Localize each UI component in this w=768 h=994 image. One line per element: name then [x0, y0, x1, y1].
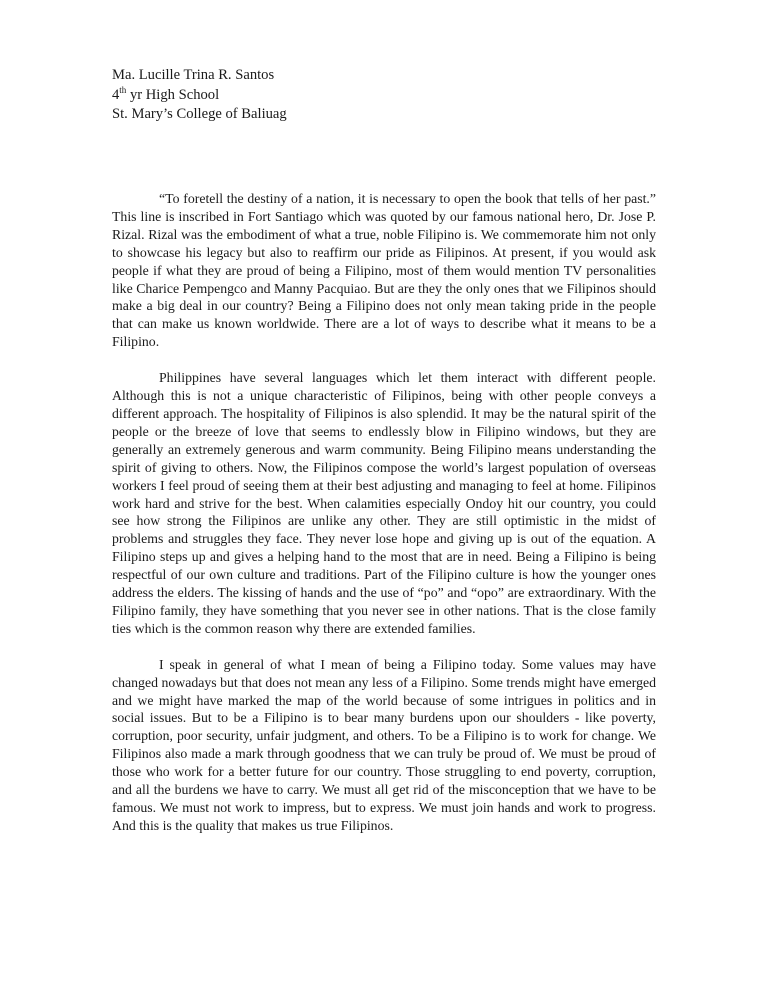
grade-rest: yr High School [126, 86, 220, 103]
essay-body [112, 190, 656, 853]
grade-suffix: th [119, 84, 127, 95]
author-school: St. Mary’s College of Baliuag [112, 106, 287, 122]
author-grade [112, 86, 287, 106]
essay-paragraph-2: Philippines have several languages which let them interact with different people. Although this is not a unique characteristic of Filipinos, being with other people conveys a different approach. The hospitality of Filipinos is also splendid. It may be the natural spirit of the people or the breeze of love that seems to endlessly blow in Filipino windows, but they are generally an extremely generous and warm community. Being Filipino means understanding the spirit of giving to others. Now, the Filipinos compose the world’s largest population of overseas workers I feel proud of seeing them at their best adjusting and managing to feel at home. Filipinos work hard and strive for the best. When calamities especially Ondoy hit our country, you could see how strong the Filipinos are unlike any other. They are still optimistic in the midst of problems and struggles they face. They never lose hope and giving up is out of the equation. A Filipino steps up and gives a helping hand to the most that are in need. Being a Filipino is being respectful of our own culture and traditions. Part of the Filipino culture is how the younger ones address the elders. The kissing of hands and the use of “po” and “opo” are extraordinary. With the Filipino family, they have something that you never see in other nations. That is the close family ties which is the common reason why there are extended families. [112, 370, 656, 636]
author-header [112, 66, 287, 125]
essay-paragraph-1: “To foretell the destiny of a nation, it is necessary to open the book that tells of her past.” This line is inscribed in Fort Santiago which was quoted by our famous national hero, Dr. Jose P. Rizal. Rizal was the embodiment of what a true, noble Filipino is. We commemorate him not only to showcase his legacy but also to reaffirm our pride as Filipinos. At present, if you would ask people if what they are proud of being a Filipino, most of them would mention TV personalities like Charice Pempengco and Manny Pacquiao. But are they the only ones that we Filipinos should make a big deal in our country? Being a Filipino does not only mean taking pride in the people that can make us known worldwide. There are a lot of ways to describe what it means to be a Filipino. [112, 191, 656, 350]
grade-number: 4 [112, 86, 120, 103]
essay-paragraph-3: I speak in general of what I mean of being a Filipino today. Some values may have changed nowadays but that does not mean any less of a Filipino. Some trends might have emerged and we might have marked the map of the world because of some intrigues in politics and in social issues. But to be a Filipino is to bear many burdens upon our shoulders - like poverty, corruption, poor security, unfair judgment, and others. To be a Filipino is to work for change. We Filipinos also made a mark through goodness that we can truly be proud of. We must be proud of those who work for a better future for our country. Those struggling to end poverty, corruption, and all the burdens we have to carry. We must all get rid of the misconception that we have to be famous. We must not work to impress, but to express. We must join hands and work to progress. And this is the quality that makes us true Filipinos. [112, 656, 656, 833]
author-name: Ma. Lucille Trina R. Santos [112, 67, 275, 83]
